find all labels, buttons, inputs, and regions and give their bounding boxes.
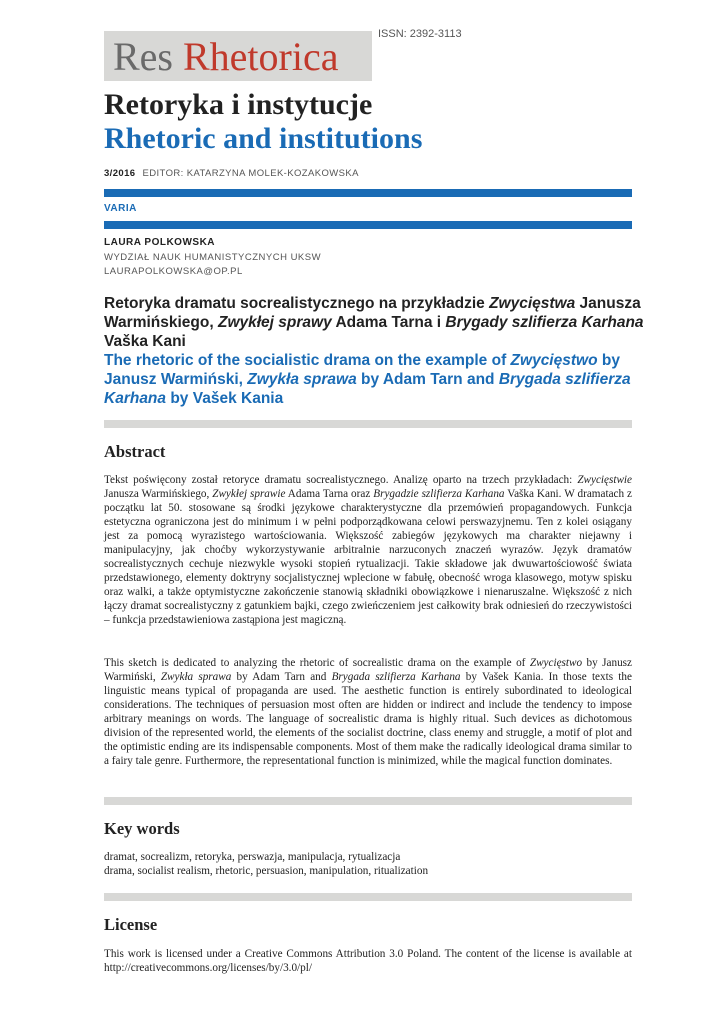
italic-title-segment: Zwycięstwie xyxy=(577,474,632,486)
journal-logo-text xyxy=(113,34,339,80)
italic-title-segment: Zwykłej sprawie xyxy=(212,488,286,500)
abstract-pl xyxy=(104,473,632,627)
divider-top xyxy=(104,189,632,197)
italic-title-segment: Zwycięstwa xyxy=(489,295,576,312)
text-segment: Vaška Kani. W dramatach z początku lat 50. stosowane są środki językowe charakterystyczne dla przemówień propagandowych. Funkcja estetyczna ograniczona jest do minimum i w pełni podporządkowana celowi perswazyjnemu. Ten z kolei osiągany jest za pomocą wyrazistego wartościowania. Większość zabiegów językowych ma charakter niejawny i manipulacyjny, jak choćby wykorzystywanie arbitralnie narzuconych znaczeń wyrazów. Język dramatów socrealistycznych cechuje niezwykle wysoki stopień rytualizacji. Takie składowe jak dwuwartościowość świata przedstawionego, elementy doktryny socjalistycznej wplecione w fabułę, obecność wroga klasowego, motyw spisku oraz walki, a także optymistyczne zakończenie stanowią składniki obowiązkowe i nienaruszalne. Większość z nich łączy dramat socrealistyczny z gatunkiem bajki, czego zwieńczeniem jest całkowity brak odniesień do rzeczywistości – funkcja przedstawieniowa zastąpiona jest magiczną. xyxy=(104,488,633,626)
divider-keywords xyxy=(104,797,632,805)
italic-title-segment: Zwycięstwo xyxy=(529,657,583,669)
text-segment: Retoryka dramatu socrealistycznego na przykładzie xyxy=(104,295,490,312)
author-email[interactable]: LAURAPOLKOWSKA@OP.PL xyxy=(104,266,243,277)
text-segment: Adama Tarna i xyxy=(331,314,446,331)
logo-word-rhetorica: Rhetorica xyxy=(183,34,339,79)
italic-title-segment: Zwykła sprawa xyxy=(160,671,232,683)
keywords-en: drama, socialist realism, rhetoric, persuasion, manipulation, ritualization xyxy=(104,865,429,877)
issue-theme-en: Rhetoric and institutions xyxy=(104,122,423,155)
text-segment: by Vašek Kania xyxy=(166,390,284,407)
italic-title-segment: Zwykłej sprawy xyxy=(217,314,332,331)
text-segment: Tekst poświęcony został retoryce dramatu socrealistycznego. Analizę oparto na trzech przykładach: xyxy=(104,474,578,486)
issue-theme-pl: Retoryka i instytucje xyxy=(104,88,373,121)
text-segment: by Janusz Warmiński, xyxy=(104,352,620,388)
divider-abstract xyxy=(104,420,632,428)
issue-number: 3/2016 xyxy=(104,168,136,179)
issn: ISSN: 2392-3113 xyxy=(378,28,462,40)
article-title-en xyxy=(104,351,644,408)
text-segment: This sketch is dedicated to analyzing the rhetoric of socrealistic drama on the example of xyxy=(104,657,530,669)
text-segment: by Janusz Warmiński, xyxy=(104,657,632,683)
author-affiliation: WYDZIAŁ NAUK HUMANISTYCZNYCH UKSW xyxy=(104,252,322,263)
abstract-en xyxy=(104,656,632,768)
divider-license xyxy=(104,893,632,901)
text-segment: by Adam Tarn and xyxy=(231,671,332,683)
text-segment: Adama Tarna oraz xyxy=(285,488,374,500)
keywords-pl: dramat, socrealizm, retoryka, perswazja, manipulacja, rytualizacja xyxy=(104,851,401,863)
author-name: LAURA POLKOWSKA xyxy=(104,237,216,248)
text-segment: Janusza Warmińskiego, xyxy=(104,295,641,331)
text-segment: Vaška Kani xyxy=(104,333,186,350)
text-segment: The rhetoric of the socialistic drama on the example of xyxy=(104,352,511,369)
logo-word-res: Res xyxy=(113,34,173,79)
keywords-heading: Key words xyxy=(104,819,180,838)
abstract-heading: Abstract xyxy=(104,442,166,461)
section-label: VARIA xyxy=(104,203,137,214)
text-segment: Janusza Warmińskiego, xyxy=(104,488,213,500)
article-title xyxy=(104,294,644,408)
text-segment: by Adam Tarn and xyxy=(356,371,499,388)
italic-title-segment: Zwycięstwo xyxy=(510,352,598,369)
license-heading: License xyxy=(104,915,158,934)
license-text: This work is licensed under a Creative Commons Attribution 3.0 Poland. The content of the license is available at http://creativecommons.org/licenses/by/3.0/pl/ xyxy=(104,948,632,974)
issue-editor: EDITOR: KATARZYNA MOLEK-KOZAKOWSKA xyxy=(142,168,359,179)
text-segment: by Vašek Kania. In those texts the linguistic means typical of propaganda are used. The aesthetic function is entirely subordinated to ideological considerations. The techniques of persuasion most often are hidden or indirect and include the tendency to impose arbitrary meanings on words. The language of socrealistic drama is highly ritual. Such devices as dichotomous division of the represented world, the elements of the socialist doctrine, class enemy and struggle, a motif of plot and the optimistic ending are its indispensable components. Most of them make the radically ideological drama similar to a fairy tale genre. Furthermore, the representational function is minimized, while the magical function dominates. xyxy=(104,671,632,767)
italic-title-segment: Brygada szlifierza Karhana xyxy=(104,371,631,407)
italic-title-segment: Brygady szlifierza Karhana xyxy=(445,314,644,331)
italic-title-segment: Zwykła sprawa xyxy=(247,371,357,388)
article-title-pl xyxy=(104,294,644,351)
divider-section xyxy=(104,221,632,229)
issue-meta xyxy=(104,168,359,179)
italic-title-segment: Brygada szlifierza Karhana xyxy=(331,671,461,683)
italic-title-segment: Brygadzie szlifierza Karhana xyxy=(373,488,505,500)
